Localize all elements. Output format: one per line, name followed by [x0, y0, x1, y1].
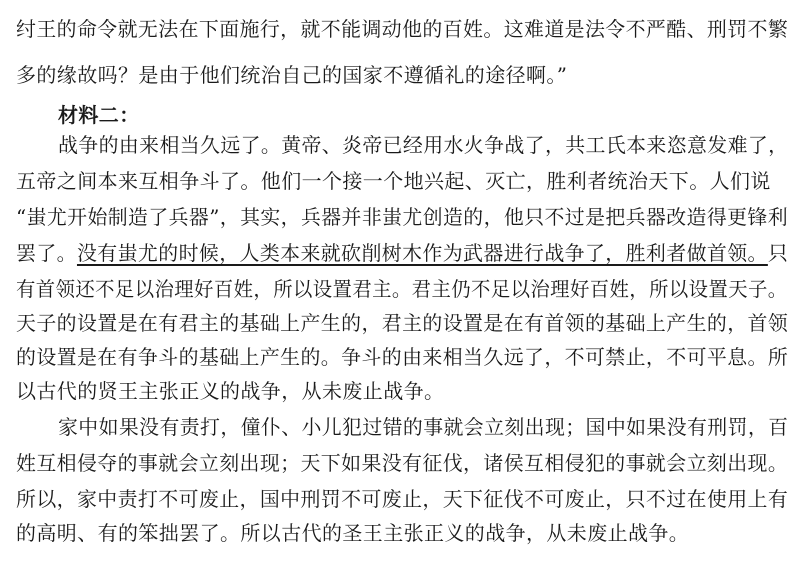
section-heading: 材料二： — [58, 103, 140, 127]
text-line-4: 五帝之间本来互相争斗了。他们一个接一个地兴起、灭亡，胜利者统治天下。人们说 — [16, 169, 771, 193]
text-line-3: 战争的由来相当久远了。黄帝、炎帝已经用水火争战了，共工氏本来恣意发难了， — [58, 133, 789, 157]
text-line-5: “蚩尤开始制造了兵器”，其实，兵器并非蚩尤创造的，他只不过是把兵器改造得更锋利 — [16, 205, 789, 229]
text-line-2: 多的缘故吗？是由于他们统治自己的国家不遵循礼的途径啊。” — [16, 63, 568, 87]
text-line-6-lead: 罢了。 — [16, 241, 77, 265]
underlined-passage: 没有蚩尤的时候，人类本来就砍削树木作为武器进行战争了，胜利者做首领。 — [76, 241, 768, 265]
text-line-11: 家中如果没有责打，僮仆、小儿犯过错的事就会立刻出现；国中如果没有刑罚，百 — [58, 415, 789, 439]
text-line-10: 以古代的贤王主张正义的战争，从未废止战争。 — [16, 379, 445, 403]
text-line-6-tail: 只 — [767, 241, 789, 265]
text-line-1: 纣王的命令就无法在下面施行，就不能调动他的百姓。这难道是法令不严酷、刑罚不繁 — [16, 17, 789, 41]
text-line-8: 天子的设置是在有君主的基础上产生的，君主的设置是在有首领的基础上产生的，首领 — [16, 311, 789, 335]
text-line-9: 的设置是在有争斗的基础上产生的。争斗的由来相当久远了，不可禁止，不可平息。所 — [16, 345, 789, 369]
text-line-12: 姓互相侵夺的事就会立刻出现；天下如果没有征伐，诸侯互相侵犯的事就会立刻出现。 — [16, 451, 789, 475]
text-line-14: 的高明、有的笨拙罢了。所以古代的圣王主张正义的战争，从未废止战争。 — [16, 521, 690, 545]
text-line-7: 有首领还不足以治理好百姓，所以设置君主。君主仍不足以治理好百姓，所以设置天子。 — [16, 277, 788, 301]
text-line-13: 所以，家中责打不可废止，国中刑罚不可废止，天下征伐不可废止，只不过在使用上有 — [16, 487, 789, 511]
text-line-6 — [16, 240, 788, 266]
